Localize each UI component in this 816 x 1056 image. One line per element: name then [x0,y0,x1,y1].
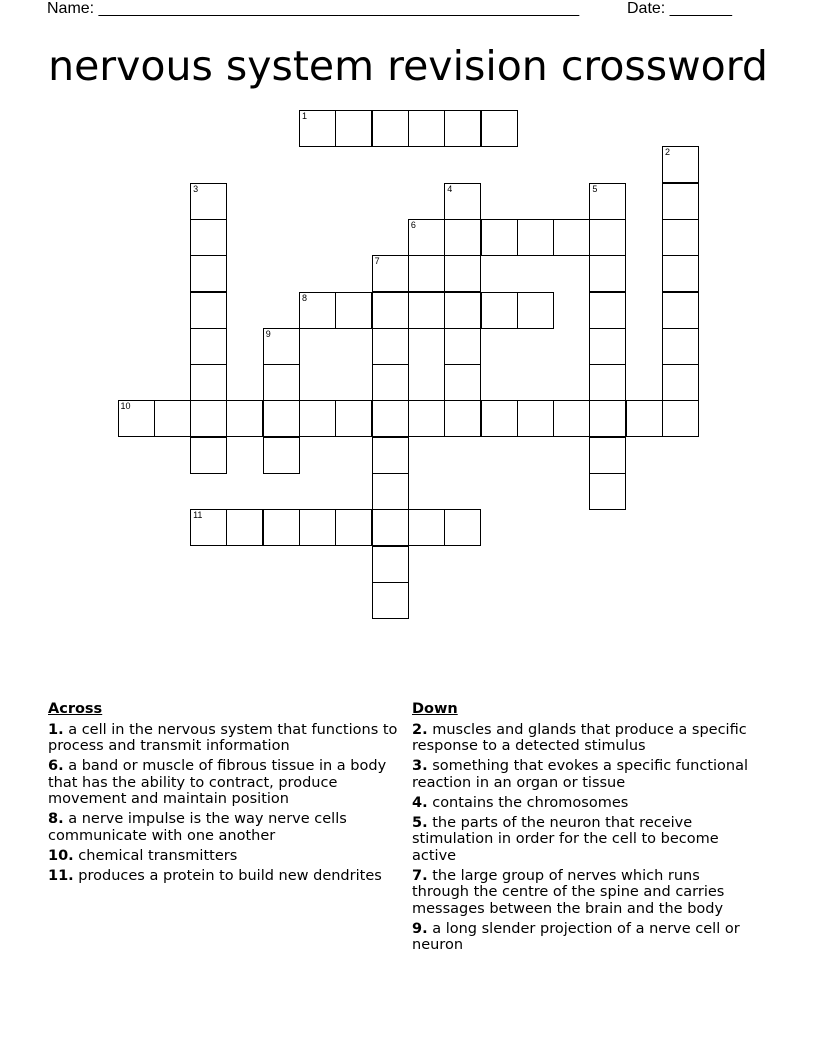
grid-cell[interactable] [626,400,663,437]
clue-number: 3. [412,758,428,774]
clue-number: 9. [412,920,428,937]
clue-number-label: 5 [592,183,598,194]
clue-number: 1. [48,721,64,738]
grid-cell[interactable] [372,509,409,546]
grid-cell[interactable] [263,364,300,401]
grid-cell[interactable] [662,400,699,437]
clue-number: 10. [48,847,74,864]
grid-cell[interactable] [190,328,227,365]
grid-cell[interactable] [662,255,699,292]
grid-cell[interactable] [335,509,372,546]
grid-cell[interactable] [662,292,699,329]
grid-cell[interactable] [408,400,445,437]
grid-cell[interactable] [263,509,300,546]
clue-text: chemical transmitters [78,847,238,864]
clue-text: muscles and glands that produce a specific response to a detected stimulus [412,721,747,754]
grid-cell[interactable] [444,292,481,329]
grid-cell[interactable] [444,364,481,401]
clue-text: the large group of nerves which runs through the centre of the spine and carries messages between the brain and the body [412,867,725,917]
clue-down-9 [412,921,752,954]
grid-cell[interactable] [481,292,518,329]
grid-cell[interactable] [589,219,626,256]
clue-number-label: 9 [265,328,271,339]
clue-across-10 [48,848,398,865]
clue-text: something that evokes a specific functional reaction in an organ or tissue [412,758,749,791]
grid-cell[interactable] [408,255,445,292]
page-title: nervous system revision crossword [48,42,768,90]
grid-cell[interactable] [372,546,409,583]
clue-text: a band or muscle of fibrous tissue in a body that has the ability to contract, produce movement and maintain position [48,758,387,807]
clue-across-1 [48,722,398,755]
grid-cell[interactable] [589,328,626,365]
grid-cell[interactable] [481,400,518,437]
clue-text: produces a protein to build new dendrites [78,867,382,884]
grid-cell[interactable] [226,400,263,437]
grid-cell[interactable] [299,292,336,329]
grid-cell[interactable] [662,146,699,183]
clue-number-label: 6 [410,219,416,230]
grid-cell[interactable] [299,400,336,437]
grid-cell[interactable] [190,437,227,474]
grid-cell[interactable] [553,400,590,437]
clue-text: the parts of the neuron that receive stimulation in order for the cell to become active [412,814,719,864]
clue-number-label: 1 [302,111,308,121]
grid-cell[interactable] [190,509,227,546]
clue-down-5 [412,815,752,865]
grid-cell[interactable] [408,219,445,256]
grid-cell[interactable] [553,219,590,256]
grid-cell[interactable] [662,364,699,401]
grid-cell[interactable] [263,328,300,365]
grid-cell[interactable] [190,183,227,220]
grid-cell[interactable] [299,110,336,147]
grid-cell[interactable] [589,473,626,510]
grid-cell[interactable] [444,255,481,292]
across-heading: Across [48,701,103,717]
clue-number-label: 10 [120,401,131,412]
grid-cell[interactable] [444,183,481,220]
grid-cell[interactable] [408,509,445,546]
grid-cell[interactable] [372,437,409,474]
clue-number: 6. [48,758,64,774]
clue-number-label: 4 [447,183,453,194]
clue-number: 7. [412,867,428,884]
clue-number: 5. [412,814,428,831]
across-clues [48,701,398,888]
grid-cell[interactable] [263,400,300,437]
down-clues [412,701,752,957]
clue-number: 4. [412,794,428,811]
grid-cell[interactable] [372,582,409,619]
grid-cell[interactable] [372,400,409,437]
clue-number-label: 7 [374,256,380,267]
clue-number-label: 3 [193,183,199,194]
grid-cell[interactable] [154,400,191,437]
grid-cell[interactable] [335,400,372,437]
grid-cell[interactable] [444,219,481,256]
clue-across-6 [48,758,398,808]
clue-text: a cell in the nervous system that functions to process and transmit information [48,721,398,754]
clue-down-4 [412,795,752,812]
clue-down-2 [412,722,752,755]
grid-cell[interactable] [372,110,409,147]
date-label: Date: _______ [627,0,732,17]
clue-number: 11. [48,867,74,884]
grid-cell[interactable] [517,219,554,256]
clue-down-3 [412,758,752,791]
grid-cell[interactable] [118,400,155,437]
clue-number-label: 11 [193,510,203,521]
clue-across-8 [48,811,398,844]
grid-cell[interactable] [408,110,445,147]
grid-cell[interactable] [481,219,518,256]
name-label: Name: ______________________________________________________ [47,0,580,17]
grid-cell[interactable] [444,110,481,147]
grid-cell[interactable] [190,219,227,256]
grid-cell[interactable] [263,437,300,474]
grid-cell[interactable] [190,400,227,437]
down-heading: Down [412,701,458,717]
grid-cell[interactable] [372,473,409,510]
grid-cell[interactable] [517,400,554,437]
clue-down-7 [412,868,752,918]
grid-cell[interactable] [372,255,409,292]
grid-cell[interactable] [226,509,263,546]
grid-cell[interactable] [589,437,626,474]
grid-cell[interactable] [589,255,626,292]
grid-cell[interactable] [408,292,445,329]
clue-number: 8. [48,811,64,827]
clue-text: a nerve impulse is the way nerve cells communicate with one another [48,811,347,844]
grid-cell[interactable] [589,183,626,220]
grid-cell[interactable] [444,509,481,546]
clue-text: a long slender projection of a nerve cell or neuron [412,920,740,953]
grid-cell[interactable] [517,292,554,329]
clue-number-label: 8 [302,292,308,303]
grid-cell[interactable] [589,364,626,401]
grid-cell[interactable] [190,364,227,401]
grid-cell[interactable] [335,110,372,147]
clue-number-label: 2 [665,147,671,158]
grid-cell[interactable] [335,292,372,329]
grid-cell[interactable] [299,509,336,546]
grid-cell[interactable] [190,255,227,292]
grid-cell[interactable] [444,328,481,365]
grid-cell[interactable] [662,183,699,220]
grid-cell[interactable] [190,292,227,329]
grid-cell[interactable] [372,364,409,401]
grid-cell[interactable] [372,328,409,365]
grid-cell[interactable] [662,219,699,256]
clue-text: contains the chromosomes [432,794,629,811]
grid-cell[interactable] [662,328,699,365]
grid-cell[interactable] [481,110,518,147]
grid-cell[interactable] [372,292,409,329]
clue-across-11 [48,868,398,885]
grid-cell[interactable] [589,292,626,329]
grid-cell[interactable] [589,400,626,437]
clue-number: 2. [412,721,428,738]
grid-cell[interactable] [444,400,481,437]
